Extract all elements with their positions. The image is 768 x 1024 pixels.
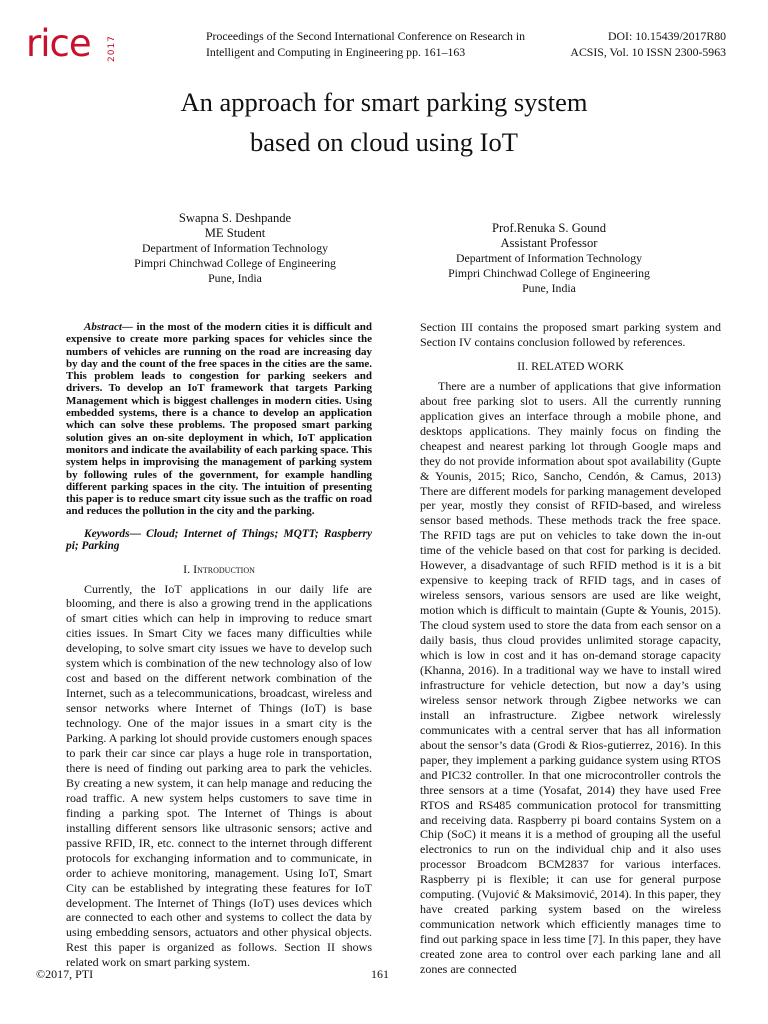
abstract-label: Abstract— <box>84 321 133 333</box>
author-role: Assistant Professor <box>500 236 598 250</box>
author-institution: Pimpri Chinchwad College of Engineering <box>448 266 650 280</box>
right-column <box>420 320 721 977</box>
introduction-text: Currently, the IoT applications in our daily life are blooming, and there is also a growing trend in the applications of smart cities which can help in improving to reduce smart cities issues. In Smart City we faces many difficulties while developing, to solve smart city issues we have to develop such system which is combination of the new technology also of low cost and based on the different network combination of the Internet, such as a telecommunications, broadcast, wireless and sensor networks where Internet of Things (IoT) is base technology. One of the major issues in a smart city is the Parking. A parking lot should provide customers enough spaces to park their car since car plays a huge role in transportation, there is need of finding out parking area to park the vehicles. By creating a new system, it can help manage and reducing the road traffic. A new system helps customers to save time in finding a parking spot. The Internet of Things is about installing different sensors like ultrasonic sensors; active and passive RFID, IR, etc. connect to the internet through different protocols for exchanging information and to communicate, in order to achieve monitoring, management. Using IoT, Smart City can be established by integrating these features for IoT development. The Internet of Things (IoT) uses devices which are connected to each other and systems to collect the data by using embedding sensors, actuators and other physical objects. Rest this paper is organized as follows. Section II shows related work on smart parking system. <box>66 581 372 970</box>
paper-title <box>0 82 768 162</box>
continuation-text: Section III contains the proposed smart parking system and Section IV contains conclusion followed by references. <box>420 320 721 349</box>
header-doi: DOI: 10.15439/2017R80 <box>608 29 726 43</box>
author-name: Swapna S. Deshpande <box>178 211 292 225</box>
title-line-1: An approach for smart parking system <box>180 87 588 117</box>
author-department: Department of Information Technology <box>141 241 328 255</box>
keywords: Keywords— Cloud; Internet of Things; MQTT; Raspberry pi; Parking <box>66 527 372 553</box>
author-block-2 <box>404 221 694 296</box>
left-column <box>66 321 372 970</box>
logo-year: 2017 <box>107 35 117 62</box>
author-location: Pune, India <box>522 281 576 295</box>
author-name: Prof.Renuka S. Gound <box>491 221 607 235</box>
author-role: ME Student <box>204 226 266 240</box>
section-heading-related-work: II. RELATED WORK <box>517 358 624 373</box>
footer-copyright: ©2017, PTI <box>36 967 94 981</box>
logo-text: rice <box>26 22 91 65</box>
author-location: Pune, India <box>208 271 262 285</box>
related-work-text: There are a number of applications that give information about free parking slot to users. All the currently running application gives an interface through a mobile phone, and desktops applications. They mainly focus on finding the cheapest and nearest parking lot through Google maps and they do not provide information about spot availability (Gupte & Younis, 2015; Rico, Sancho, Cendón, & Camus, 2013) There are different models for parking management developed per year, mostly they consist of RFID-based, and wireless sensor based methods. These methods track the free space. The RFID tags are put on vehicles to take down the in-out time of the vehicle based on that cost for parking is decided. However, a disadvantage of such RFID method is it is a bit expensive to keeping track of RFID tags, and in cases of wireless sensors, various sensors are used are like weight, motion which is difficult to maintain (Gupte & Younis, 2015). The cloud system used to store the data from each sensor on a daily basis, thus cloud provides unlimited storage capacity, which is low in cost and it has on-demand storage capacity (Khanna, 2016). In a traditional way we have to install wired infrastructure for vehicle detection, but now a day’s using wireless sensor network through Zigbee networks we can install an infrastructure. Zigbee network wirelessly communicates with a central server that has all information about the sensor’s data (Grodi & Rios-gutierrez, 2016). In this paper, they implement a parking guidance system using RTOS and PIC32 controller. In that one microcontroller controls the three sensors at a time (Yosafat, 2014) they have used Free RTOS and RS485 communication protocol for transmitting and receiving data. Raspberry pi board contains System on a Chip (SoC) it means it is a method of grouping all the useful electronics to run on the individual chip and it also uses processor Broadcom BCM2837 for various interfaces. Raspberry pi is flexible; it can use for general purpose computing. (Vujović & Maksimović, 2014). In this paper, they have created parking system based on the wireless communication network which efficiently manages time to find out parking space in less time [7]. In this paper, they have created zone area to control over each parking lane and all zones are connected <box>420 378 721 977</box>
header-line2-left: Intelligent and Computing in Engineering pp. 161–163 <box>206 45 466 59</box>
title-line-2: based on cloud using IoT <box>250 127 518 157</box>
section-number: I. <box>183 561 191 576</box>
abstract <box>66 321 372 518</box>
author-department: Department of Information Technology <box>455 251 642 265</box>
page-number: 161 <box>371 967 389 981</box>
conference-logo <box>26 22 126 66</box>
header-line1-left: Proceedings of the Second International Conference on Research in <box>206 29 526 43</box>
section-heading-introduction <box>66 562 372 577</box>
author-institution: Pimpri Chinchwad College of Engineering <box>134 256 336 270</box>
header-issn: ACSIS, Vol. 10 ISSN 2300-5963 <box>570 45 726 59</box>
proceedings-header <box>206 28 726 60</box>
section-title: Introduction <box>193 561 255 576</box>
author-block-1 <box>90 211 380 286</box>
abstract-text: in the most of the modern cities it is difficult and expensive to create more parking spaces for vehicles since the numbers of vehicles are running on the road are increasing day by day and the count of the free spaces in the cities are the same. This problem leads to congestion for parking seekers and drivers. To develop an IoT framework that targets Parking Management which is biggest challenges in modern cities. Using embedded systems, there is a chance to develop an application which can solve these problems. The proposed smart parking solution gives an on-site deployment in which, IoT application monitors and indicate the availability of each parking space. This system helps in improvising the management of parking system by following rules of the government, for example handling different parking spaces in the city. The intuition of presenting this paper is to reduce smart city issue such as the traffic on road and reduces the pollution in the city and the parking. <box>66 321 372 518</box>
